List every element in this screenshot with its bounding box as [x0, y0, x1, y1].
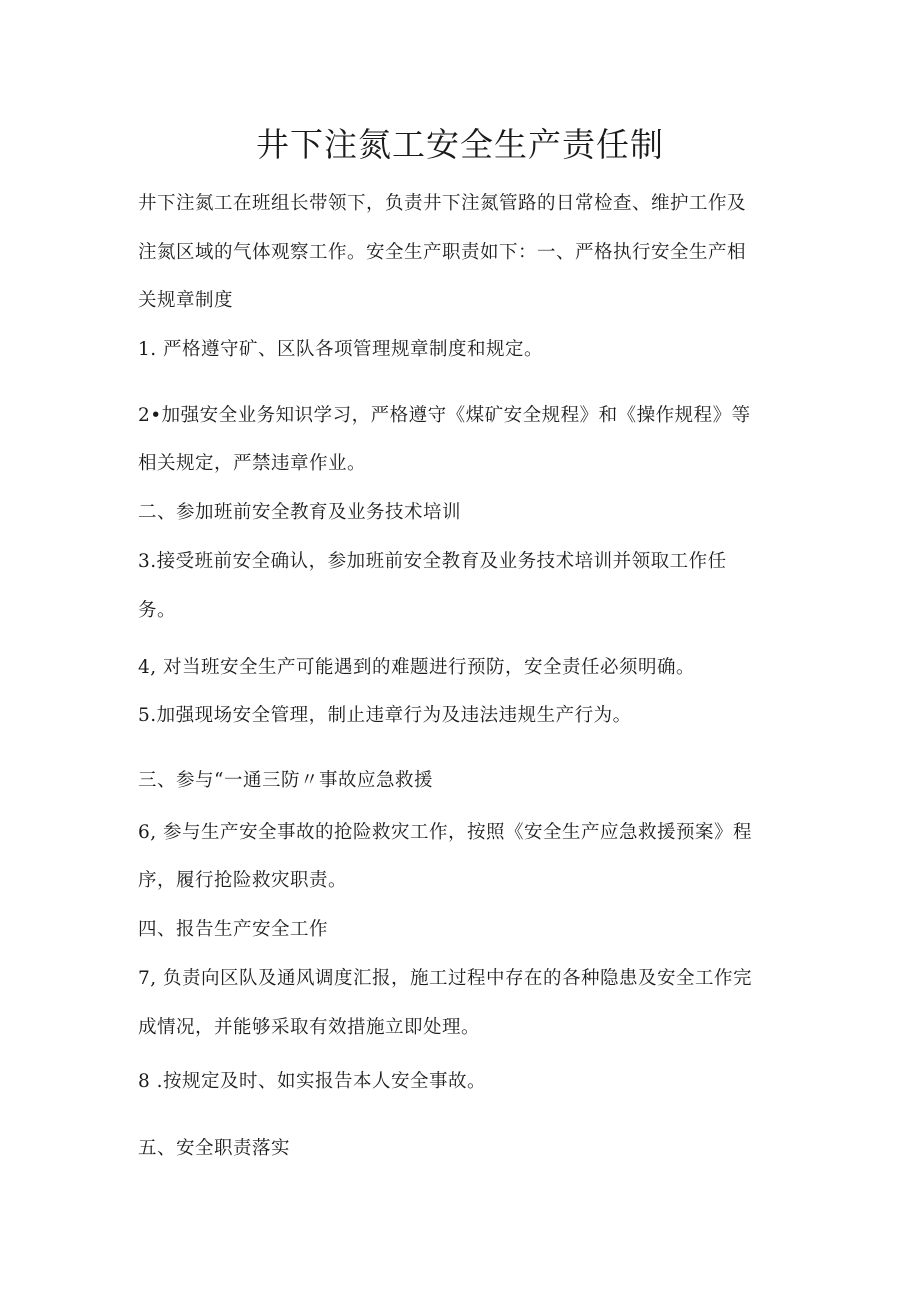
- body-line: 关规章制度: [138, 290, 234, 311]
- document-title: 井下注氮工安全生产责任制: [256, 125, 664, 164]
- body-line: 成情况，并能够采取有效措施立即处理。: [138, 1017, 481, 1038]
- item-7: 7, 负责向区队及通风调度汇报，施工过程中存在的各种隐患及安全工作完: [138, 968, 753, 989]
- item-4: 4, 对当班安全生产可能遇到的难题进行预防，安全责任必须明确。: [138, 657, 696, 678]
- item-3: 3.接受班前安全确认，参加班前安全教育及业务技术培训并领取工作任: [138, 551, 727, 572]
- section-heading-4: 四、报告生产安全工作: [138, 919, 329, 940]
- body-line: 务。: [138, 600, 177, 621]
- body-line: 井下注氮工在班组长带领下，负责井下注氮管路的日常检查、维护工作及: [138, 193, 747, 214]
- item-1: 1. 严格遵守矿、区队各项管理规章制度和规定。: [138, 339, 544, 360]
- item-6: 6, 参与生产安全事故的抢险救灾工作，按照《安全生产应急救援预案》程: [138, 822, 753, 843]
- body-line: 序，履行抢险救灾职责。: [138, 870, 348, 891]
- item-2: 2•加强安全业务知识学习，严格遵守《煤矿安全规程》和《操作规程》等: [138, 405, 751, 426]
- body-line: 相关规定，严禁违章作业。: [138, 453, 367, 474]
- section-heading-5: 五、安全职责落实: [138, 1138, 291, 1159]
- item-8: 8 .按规定及时、如实报告本人安全事故。: [138, 1071, 487, 1092]
- section-heading-2: 二、参加班前安全教育及业务技术培训: [138, 502, 462, 523]
- body-line: 注氮区域的气体观察工作。安全生产职责如下：一、严格执行安全生产相: [138, 242, 747, 263]
- section-heading-3: 三、参与“一通三防〃事故应急救援: [138, 770, 433, 791]
- item-5: 5.加强现场安全管理，制止违章行为及违法违规生产行为。: [138, 705, 632, 726]
